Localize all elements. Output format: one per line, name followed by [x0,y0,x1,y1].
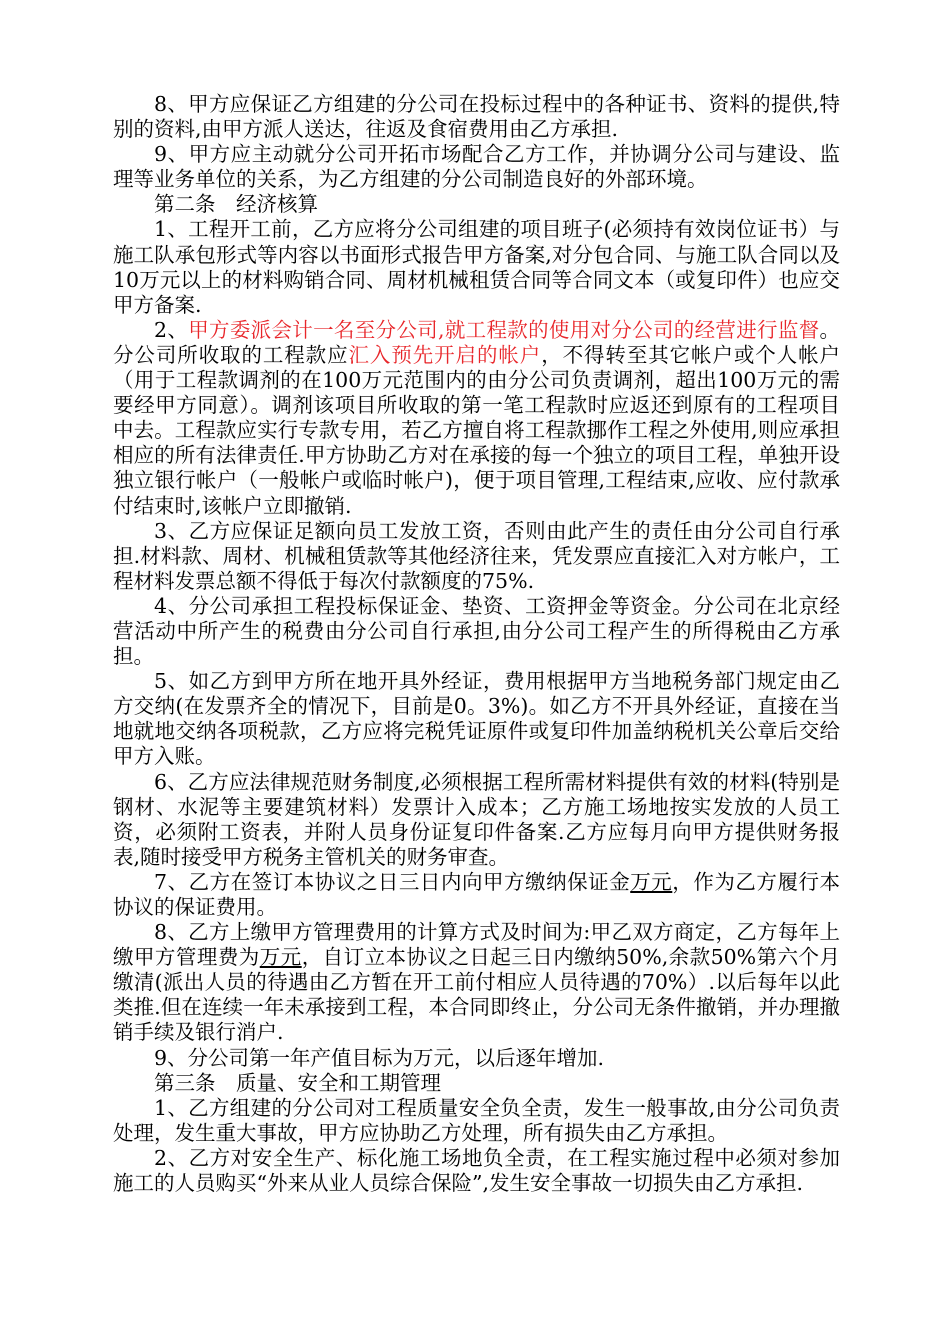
paragraph [113,519,840,594]
paragraph [113,217,840,317]
text-segment: 。分公司所收取的工程款应 [113,317,841,367]
highlighted-text: 汇入预先开启的帐户 [348,342,542,367]
paragraph [113,318,840,519]
paragraph [113,1146,840,1196]
text-segment: 9、甲方应主动就分公司开拓市场配合乙方工作，并协调分公司与建设、监理等业务单位的关系，为乙方组建的分公司制造良好的外部环境。 [113,142,840,192]
text-segment: 6、乙方应法律规范财务制度,必须根据工程所需材料提供有效的材料(特别是钢材、水泥等主要建筑材料）发票计入成本；乙方施工场地按实发放的人员工资，必须附工资表，并附人员身份证复印件备案.乙方应每月向甲方提供财务报表,随时接受甲方税务主管机关的财务审查。 [113,769,840,869]
text-segment: ，作为乙方履行本协议的保证费用。 [113,869,841,919]
text-segment: 9、分公司第一年产值目标为万元，以后逐年增加. [154,1045,605,1070]
paragraph [113,594,840,669]
text-segment: ，自订立本协议之日起三日内缴纳50%,余款50%第六个月缴清(派出人员的待遇由乙方暂在开工前付相应人员待遇的70%）.以后每年以此类推.但在连续一年未承接到工程，本合同即终止，分公司无条件撤销，并办理撤销手续及银行消户. [113,945,841,1045]
text-segment: 4、分公司承担工程投标保证金、垫资、工资押金等资金。分公司在北京经营活动中所产生的税费由分公司自行承担,由分公司工程产生的所得税由乙方承担。 [113,593,840,669]
paragraph [113,870,840,920]
highlighted-text: 甲方委派会计一名至分公司,就工程款的使用对分公司的经营进行监督 [188,317,820,342]
text-segment: 2、乙方对安全生产、标化施工场地负全责，在工程实施过程中必须对参加施工的人员购买“外来从业人员综合保险”,发生安全事故一切损失由乙方承担. [113,1145,840,1196]
paragraph [113,770,840,870]
paragraph [113,142,840,192]
paragraph [113,1046,840,1071]
text-segment: 8、乙方上缴甲方管理费用的计算方式及时间为:甲乙双方商定，乙方每年上缴甲方管理费为 [113,920,840,970]
text-segment: 1、乙方组建的分公司对工程质量安全负全责，发生一般事故,由分公司负责处理，发生重大事故，甲方应协助乙方处理，所有损失由乙方承担。 [113,1095,840,1145]
paragraph [113,920,840,1045]
text-segment: ，不得转至其它帐户或个人帐户（用于工程款调剂的在100万元范围内的由分公司负责调剂，超出100万元的需要经甲方同意）。调剂该项目所收取的第一笔工程款时应返还到原有的工程项目中去。工程款应实行专款专用，若乙方擅自将工程款挪作工程之外使用,则应承担相应的所有法律责任.甲方协助乙方对在承接的每一个独立的项目工程，单独开设独立银行帐户（一般帐户或临时帐户)，便于项目管理,工程结束,应收、应付款承付结束时,该帐户立即撤销. [113,342,841,518]
section-heading [113,192,840,217]
paragraph [113,1096,840,1146]
paragraph [113,669,840,769]
text-segment: 第二条 经济核算 [154,192,318,217]
text-segment: 5、如乙方到甲方所在地开具外经证，费用根据甲方当地税务部门规定由乙方交纳(在发票齐全的情况下，目前是0。3%)。如乙方不开具外经证，直接在当地就地交纳各项税款，乙方应将完税凭证原件或复印件加盖纳税机关公章后交给甲方入账。 [113,669,840,769]
text-segment: 第三条 质量、安全和工期管理 [154,1070,441,1095]
text-segment: 2、 [154,317,189,342]
underlined-blank: 万元 [630,869,673,894]
text-segment: 7、乙方在签订本协议之日三日内向甲方缴纳保证金 [154,869,631,894]
text-segment: 1、工程开工前，乙方应将分公司组建的项目班子(必须持有效岗位证书）与施工队承包形式等内容以书面形式报告甲方备案,对分包合同、与施工队合同以及10万元以上的材料购销合同、周材机械租赁合同等合同文本（或复印件）也应交甲方备案. [113,217,840,317]
text-segment: 3、乙方应保证足额向员工发放工资，否则由此产生的责任由分公司自行承担.材料款、周材、机械租赁款等其他经济往来，凭发票应直接汇入对方帐户，工程材料发票总额不得低于每次付款额度的75%. [113,518,840,593]
text-segment: 8、甲方应保证乙方组建的分公司在投标过程中的各种证书、资料的提供,特别的资料,由甲方派人送达，往返及食宿费用由乙方承担. [113,92,840,142]
section-heading [113,1071,840,1096]
underlined-blank: 万元 [259,945,302,970]
paragraph [113,92,840,142]
